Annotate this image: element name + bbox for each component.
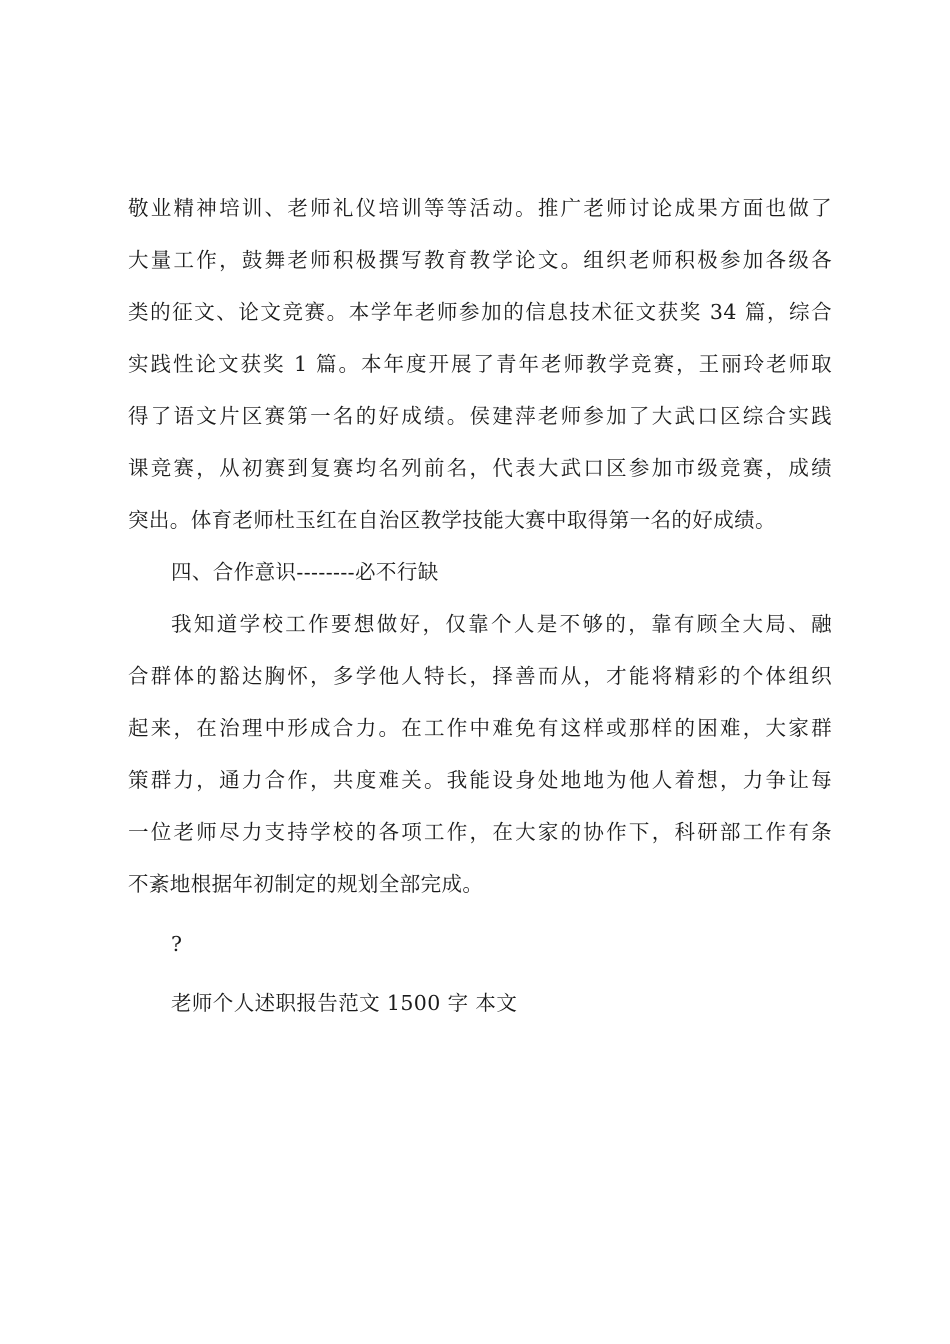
section-heading xyxy=(128,546,832,598)
question-mark-line xyxy=(128,918,832,970)
document-body xyxy=(128,182,832,970)
paragraph-line: 敬业精神培训、老师礼仪培训等等活动。推广老师讨论成果方面也做了 xyxy=(128,196,832,220)
paragraph-line: 一位老师尽力支持学校的各项工作，在大家的协作下，科研部工作有条 xyxy=(128,820,832,844)
footer-title: 老师个人述职报告范文 1500 字 本文 xyxy=(171,991,518,1015)
paragraph-line: 实践性论文获奖 1 篇。本年度开展了青年老师教学竞赛，王丽玲老师取 xyxy=(128,352,832,376)
paragraph-line: 策群力，通力合作，共度难关。我能设身处地地为他人着想，力争让每 xyxy=(128,768,832,792)
paragraph-line: 合群体的豁达胸怀，多学他人特长，择善而从，才能将精彩的个体组织 xyxy=(128,664,832,688)
paragraph-line: 我知道学校工作要想做好，仅靠个人是不够的，靠有顾全大局、融 xyxy=(171,612,832,636)
paragraph-cooperation xyxy=(128,598,832,910)
paragraph-teacher-training xyxy=(128,182,832,546)
paragraph-line: 不紊地根据年初制定的规划全部完成。 xyxy=(128,872,484,896)
section-heading-text: 四、合作意识--------必不行缺 xyxy=(171,560,439,584)
paragraph-line: 突出。体育老师杜玉红在自治区教学技能大赛中取得第一名的好成绩。 xyxy=(128,508,776,532)
paragraph-line: 起来，在治理中形成合力。在工作中难免有这样或那样的困难，大家群 xyxy=(128,716,832,740)
paragraph-line: 类的征文、论文竞赛。本学年老师参加的信息技术征文获奖 34 篇，综合 xyxy=(128,300,832,324)
paragraph-line: 课竞赛，从初赛到复赛均名列前名，代表大武口区参加市级竞赛，成绩 xyxy=(128,456,832,480)
question-mark-text: ? xyxy=(171,932,183,956)
paragraph-line: 得了语文片区赛第一名的好成绩。侯建萍老师参加了大武口区综合实践 xyxy=(128,404,832,428)
paragraph-line: 大量工作，鼓舞老师积极撰写教育教学论文。组织老师积极参加各级各 xyxy=(128,248,832,272)
